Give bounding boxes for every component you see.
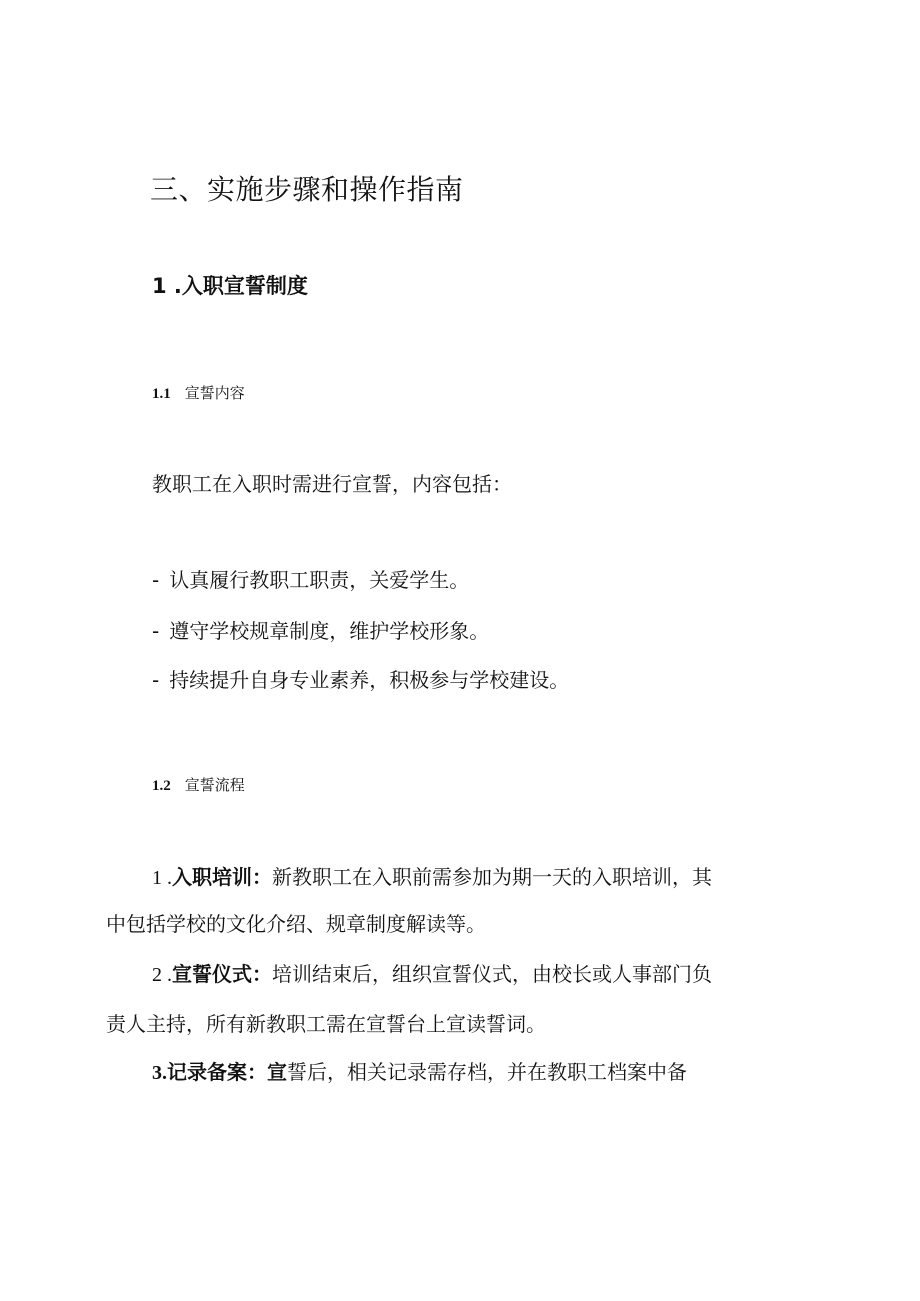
list-item-text: 遵守学校规章制度，维护学校形象。 [169, 619, 490, 643]
section-title: 三、实施步骤和操作指南 [150, 173, 464, 206]
list-dash: - [152, 568, 160, 592]
list-item [152, 615, 489, 644]
subsection-title: 1 .入职宣誓制度 [152, 274, 308, 298]
list-dash: - [152, 619, 160, 643]
heading-1-1-title: 宣誓内容 [184, 384, 245, 402]
list-item [152, 664, 569, 693]
step-2-label: 宣誓仪式： [172, 962, 272, 986]
step-3-text: 誓后，相关记录需存档，并在教职工档案中备 [287, 1060, 687, 1084]
step-3-label: 记录备案：宣 [167, 1060, 287, 1084]
heading-1-1 [152, 382, 245, 403]
step-1-label: 入职培训： [172, 865, 272, 889]
list-item-text: 认真履行教职工职责，关爱学生。 [169, 568, 470, 592]
intro-paragraph: 教职工在入职时需进行宣誓，内容包括： [152, 472, 512, 496]
step-2-number: 2 . [152, 964, 172, 986]
step-1-line-2: 中包括学校的文化介绍、规章制度解读等。 [106, 912, 486, 936]
list-dash: - [152, 668, 160, 692]
heading-1-2-title: 宣誓流程 [184, 776, 245, 794]
step-1-text: 新教职工在入职前需参加为期一天的入职培训，其 [272, 865, 712, 889]
step-2-text: 培训结束后，组织宣誓仪式，由校长或人事部门负 [272, 962, 712, 986]
heading-1-2-number: 1.2 [152, 778, 171, 794]
list-item-text: 持续提升自身专业素养，积极参与学校建设。 [169, 668, 570, 692]
heading-1-1-number: 1.1 [152, 386, 171, 402]
step-3-number: 3. [152, 1062, 167, 1084]
step-1-line-1 [152, 867, 712, 888]
heading-1-2 [152, 774, 245, 795]
step-3-line-1 [152, 1062, 687, 1083]
list-item [152, 564, 469, 593]
step-2-line-1 [152, 964, 712, 985]
step-2-line-2: 责人主持，所有新教职工需在宣誓台上宣读誓词。 [106, 1012, 546, 1036]
step-1-number: 1 . [152, 867, 172, 889]
